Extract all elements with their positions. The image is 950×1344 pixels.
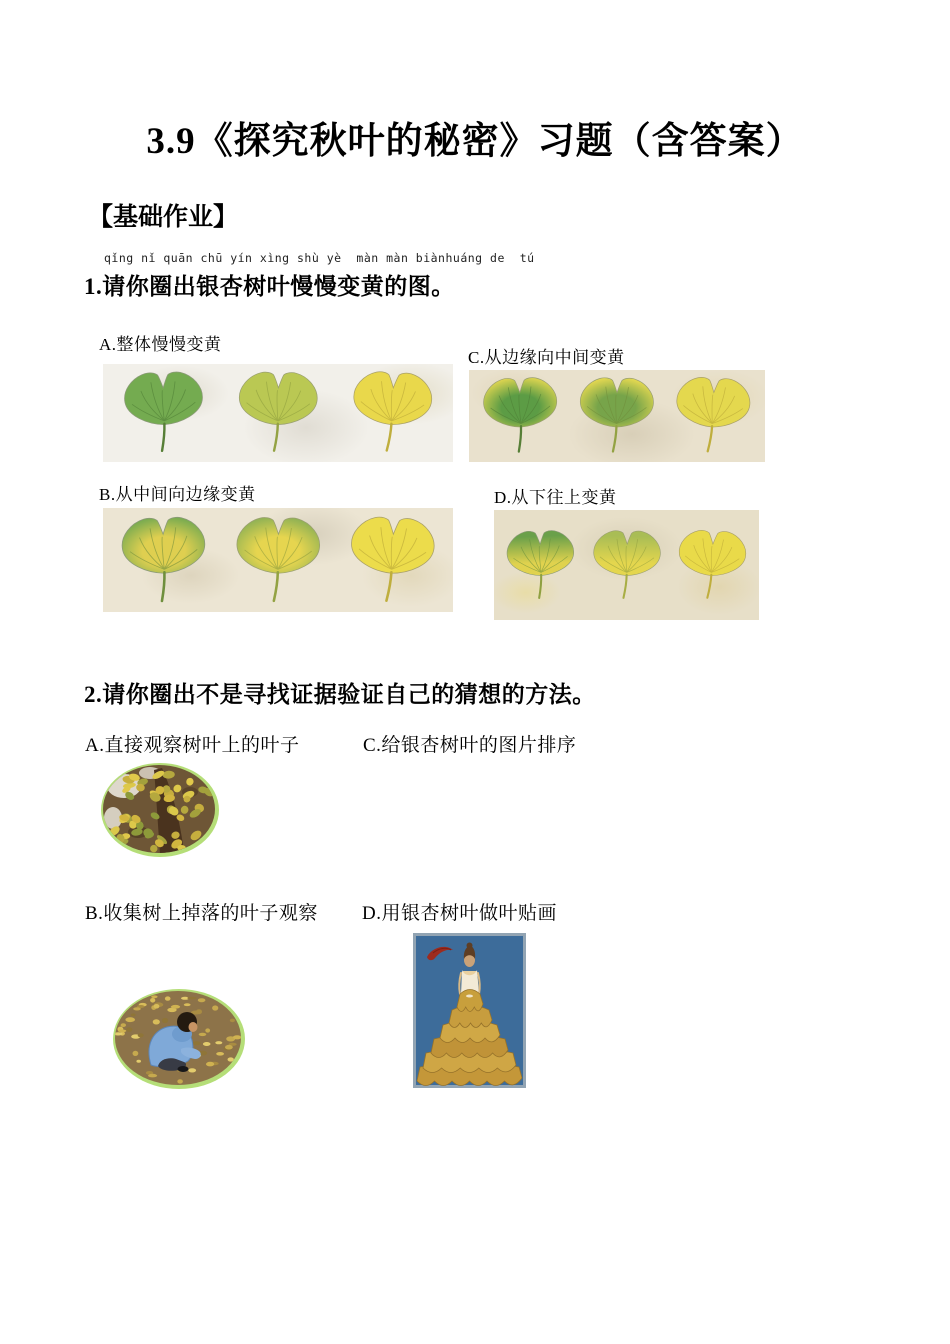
ginkgo-leaf — [339, 366, 445, 459]
question2-text: 2.请你圈出不是寻找证据验证自己的猜想的方法。 — [84, 682, 596, 707]
ginkgo-leaf — [587, 513, 667, 618]
q2-option-d-label: D.用银杏树叶做叶贴画 — [362, 903, 557, 924]
child-collecting-fallen-leaves-photo — [111, 987, 247, 1091]
q1-option-b-label: B.从中间向边缘变黄 — [99, 485, 256, 504]
ginkgo-leaf — [111, 511, 217, 610]
q1-option-b-image — [103, 508, 453, 612]
question1-pinyin: qǐng nǐ quān chū yín xìng shù yè màn màn biànhuáng de tú — [104, 251, 535, 265]
ginkgo-leaf-collage-dress-artwork — [413, 933, 526, 1088]
section-header: 【基础作业】 — [88, 204, 239, 231]
q2-option-a-label: A.直接观察树叶上的叶子 — [85, 735, 300, 756]
q1-option-d-image — [494, 510, 759, 620]
q1-option-a-label: A.整体慢慢变黄 — [99, 335, 222, 354]
q2-option-b-label: B.收集树上掉落的叶子观察 — [85, 903, 318, 924]
q1-option-a-image — [103, 364, 453, 462]
ginkgo-leaf — [111, 366, 217, 459]
q2-option-c-label: C.给银杏树叶的图片排序 — [363, 735, 577, 756]
q1-option-d-label: D.从下往上变黄 — [494, 488, 617, 507]
question1-text: 1.请你圈出银杏树叶慢慢变黄的图。 — [84, 274, 455, 299]
q1-option-c-label: C.从边缘向中间变黄 — [468, 348, 625, 367]
ginkgo-leaf — [672, 513, 752, 618]
page-title: 3.9《探究秋叶的秘密》习题（含答案） — [146, 121, 804, 162]
ginkgo-leaf — [501, 513, 581, 618]
ginkgo-leaf — [668, 372, 757, 459]
ginkgo-leaf — [339, 511, 445, 610]
ginkgo-leaf — [476, 372, 565, 459]
ginkgo-leaf — [225, 511, 331, 610]
q1-option-c-image — [469, 370, 765, 462]
ginkgo-leaf — [572, 372, 661, 459]
ginkgo-leaf — [225, 366, 331, 459]
ginkgo-canopy-photo — [100, 762, 220, 858]
